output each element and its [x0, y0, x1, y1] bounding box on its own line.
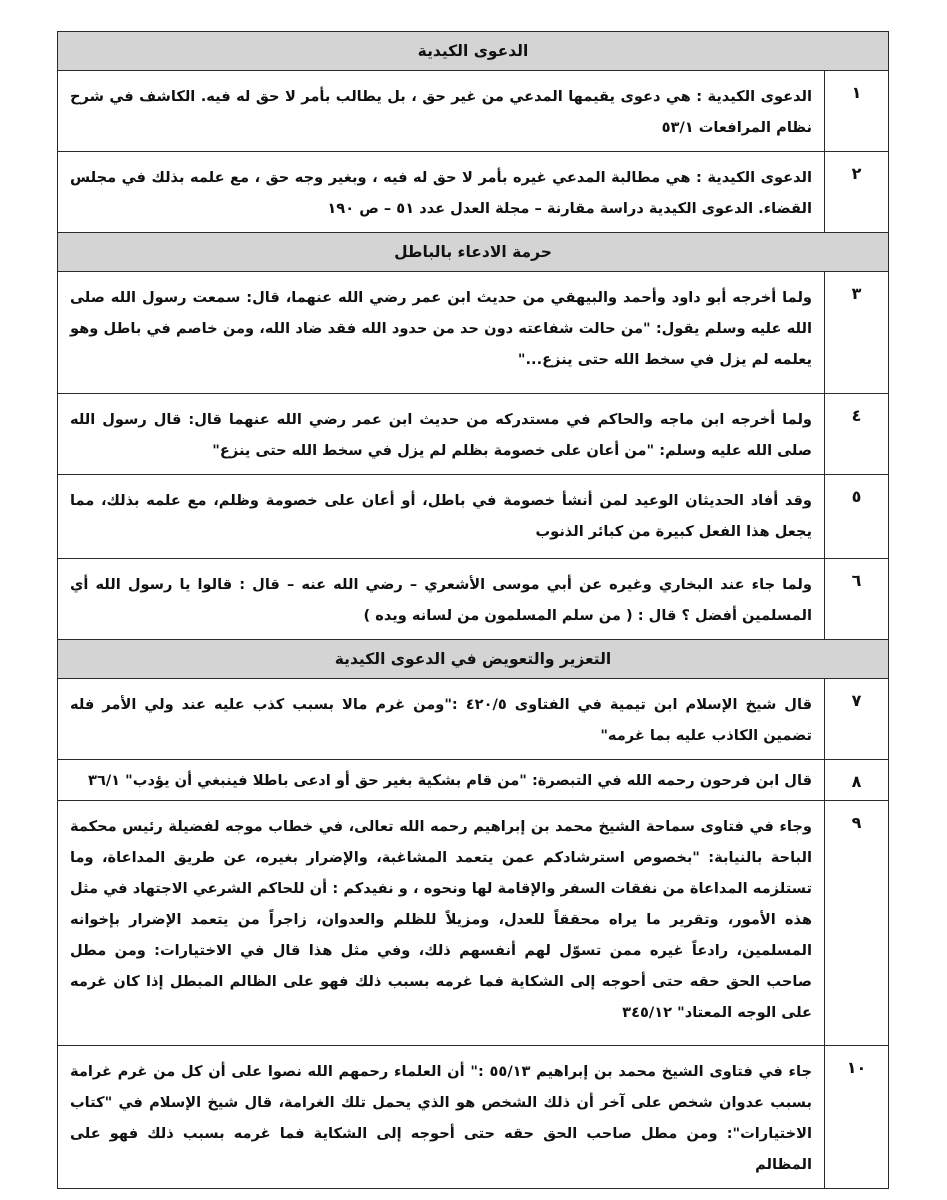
table-row	[58, 801, 889, 1046]
table-row	[58, 394, 889, 475]
table-row	[58, 152, 889, 233]
table-row	[58, 760, 889, 801]
row-text: الدعوى الكيدية : هي دعوى يقيمها المدعي من غير حق ، بل يطالب بأمر لا حق له فيه. الكاشف في شرح نظام المرافعات ٥٣/١	[58, 71, 825, 152]
row-number: ٨	[825, 760, 889, 801]
row-text: الدعوى الكيدية : هي مطالبة المدعي غيره بأمر لا حق له فيه ، وبغير وجه حق ، مع علمه بذلك في مجلس القضاء. الدعوى الكيدية دراسة مقارنة – مجلة العدل عدد ٥١ – ص ١٩٠	[58, 152, 825, 233]
table-row	[58, 679, 889, 760]
row-text: وقد أفاد الحديثان الوعيد لمن أنشأ خصومة في باطل، أو أعان على خصومة وظلم، مع علمه بذلك، مما يجعل هذا الفعل كبيرة من كبائر الذنوب	[58, 475, 825, 559]
row-number: ٧	[825, 679, 889, 760]
row-number: ١٠	[825, 1046, 889, 1189]
row-number: ٥	[825, 475, 889, 559]
table-row	[58, 1046, 889, 1189]
row-number: ٣	[825, 272, 889, 394]
section-title: الدعوى الكيدية	[58, 32, 889, 71]
row-number: ٩	[825, 801, 889, 1046]
row-text: وجاء في فتاوى سماحة الشيخ محمد بن إبراهيم رحمه الله تعالى، في خطاب موجه لفضيلة رئيس محكمة الباحة بالنيابة: "بخصوص استرشادكم عمن يتعمد المشاغبة، والإضرار بغيره، عن طريق المداعاة، وما تستلزمه المداعاة من نفقات السفر والإقامة لها ونحوه ، و نفيدكم : أن للحاكم الشرعي الاجتهاد في مثل هذه الأمور، وتقرير ما يراه محققاً للعدل، ومزيلاً للظلم والعدوان، زاجراً من يتعمد الإضرار بإخوانه المسلمين، رادعاً غيره ممن تسوّل لهم أنفسهم ذلك، وفي مثل هذا قال في الاختيارات: ومن مطل صاحب الحق حقه حتى أحوجه إلى الشكاية فما غرمه بسبب ذلك فهو على الظالم المبطل إذا كان غرمه على الوجه المعتاد" ٣٤٥/١٢	[58, 801, 825, 1046]
table-row	[58, 272, 889, 394]
row-number: ٢	[825, 152, 889, 233]
section-header-false-claim-prohibition	[58, 233, 889, 272]
section-title: حرمة الادعاء بالباطل	[58, 233, 889, 272]
row-text: ولما جاء عند البخاري وغيره عن أبي موسى الأشعري – رضي الله عنه – قال : قالوا يا رسول الله أي المسلمين أفضل ؟ قال : ( من سلم المسلمون من لسانه ويده )	[58, 559, 825, 640]
row-number: ٤	[825, 394, 889, 475]
row-number: ٦	[825, 559, 889, 640]
table-row	[58, 559, 889, 640]
section-header-malicious-lawsuit	[58, 32, 889, 71]
row-text: ولما أخرجه أبو داود وأحمد والبيهقي من حديث ابن عمر رضي الله عنهما، قال: سمعت رسول الله صلى الله عليه وسلم يقول: "من حالت شفاعته دون حد من حدود الله فقد ضاد الله، ومن خاصم في باطل وهو يعلمه لم يزل في سخط الله حتى ينزع..."	[58, 272, 825, 394]
rulings-table	[57, 31, 889, 1189]
table-row	[58, 71, 889, 152]
row-number: ١	[825, 71, 889, 152]
section-header-discretionary-punishment	[58, 640, 889, 679]
row-text: ولما أخرجه ابن ماجه والحاكم في مستدركه من حديث ابن عمر رضي الله عنهما قال: قال رسول الله صلى الله عليه وسلم: "من أعان على خصومة بظلم لم يزل في سخط الله حتى ينزع"	[58, 394, 825, 475]
section-title: التعزير والتعويض في الدعوى الكيدية	[58, 640, 889, 679]
table-row	[58, 475, 889, 559]
row-text: قال شيخ الإسلام ابن تيمية في الفتاوى ٤٢٠/٥ :"ومن غرم مالا بسبب كذب عليه عند ولي الأمر فله تضمين الكاذب عليه بما غرمه"	[58, 679, 825, 760]
row-text: قال ابن فرحون رحمه الله في التبصرة: "من قام بشكية بغير حق أو ادعى باطلا فينبغي أن يؤدب" ٣٦/١	[58, 760, 825, 801]
row-text: جاء في فتاوى الشيخ محمد بن إبراهيم ٥٥/١٣ :" أن العلماء رحمهم الله نصوا على أن كل من غرم غرامة بسبب عدوان شخص على آخر أن ذلك الشخص هو الذي يحمل تلك الغرامة، قال شيخ الإسلام في "كتاب الاختيارات": ومن مطل صاحب الحق حقه حتى أحوجه إلى الشكاية فما غرمه بسبب ذلك فهو على المظالم	[58, 1046, 825, 1189]
